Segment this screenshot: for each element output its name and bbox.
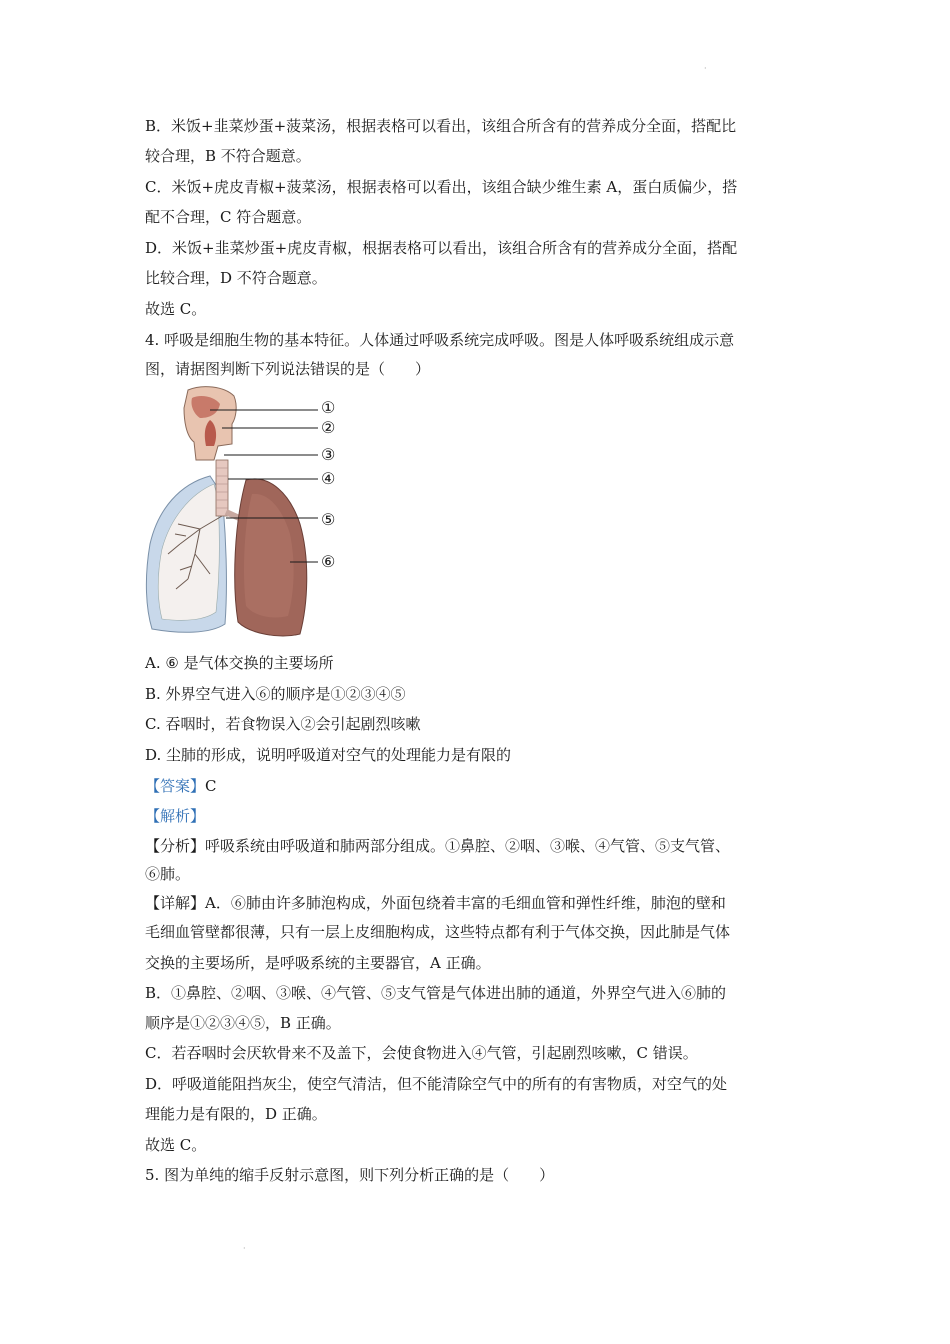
text-line: 比较合理，D 不符合题意。 [145, 269, 327, 287]
answer-value: C [205, 777, 217, 795]
text-line: 毛细血管壁都很薄，只有一层上皮细胞构成，这些特点都有利于气体交换，因此肺是气体 [145, 923, 731, 941]
answer-tag: 【答案】 [145, 777, 206, 795]
figure-label-1: ① [321, 398, 336, 417]
figure-label-6: ⑥ [321, 552, 336, 571]
text-line: 理能力是有限的，D 正确。 [145, 1105, 327, 1123]
text-line: 较合理，B 不符合题意。 [145, 147, 311, 165]
question-5-stem: 5. 图为单纯的缩手反射示意图，则下列分析正确的是（ ） [145, 1166, 555, 1184]
option-d: D. 尘肺的形成，说明呼吸道对空气的处理能力是有限的 [145, 746, 512, 764]
corner-mark: · [704, 64, 707, 73]
text-line: 故选 C。 [145, 300, 207, 318]
corner-mark: · [243, 1244, 246, 1253]
question-4-stem: 4. 呼吸是细胞生物的基本特征。人体通过呼吸系统完成呼吸。图是人体呼吸系统组成示意 [145, 331, 735, 349]
text-line: 顺序是①②③④⑤，B 正确。 [145, 1014, 341, 1032]
text-line: 【详解】A．⑥肺由许多肺泡构成，外面包绕着丰富的毛细血管和弹性纤维，肺泡的壁和 [145, 894, 726, 912]
text-line: 【分析】呼吸系统由呼吸道和肺两部分组成。①鼻腔、②咽、③喉、④气管、⑤支气管、 [145, 837, 731, 855]
text-line: B．米饭+韭菜炒蛋+菠菜汤，根据表格可以看出，该组合所含有的营养成分全面，搭配比 [145, 117, 737, 135]
text-line: B．①鼻腔、②咽、③喉、④气管、⑤支气管是气体进出肺的通道，外界空气进入⑥肺的 [145, 984, 727, 1002]
question-4-stem: 图，请据图判断下列说法错误的是（ ） [145, 360, 431, 378]
text-line: D．呼吸道能阻挡灰尘，使空气清洁，但不能清除空气中的所有的有害物质，对空气的处 [145, 1075, 728, 1093]
option-a: A. ⑥ 是气体交换的主要场所 [145, 654, 334, 672]
text-line: ⑥肺。 [145, 865, 191, 883]
figure-label-4: ④ [321, 469, 336, 488]
text-line: 交换的主要场所，是呼吸系统的主要器官，A 正确。 [145, 954, 491, 972]
text-line: C．米饭+虎皮青椒+菠菜汤，根据表格可以看出，该组合缺少维生素 A，蛋白质偏少，搭 [145, 178, 738, 196]
text-line: C．若吞咽时会厌软骨来不及盖下，会使食物进入④气管，引起剧烈咳嗽，C 错误。 [145, 1044, 698, 1062]
figure-label-3: ③ [321, 445, 336, 464]
option-c: C. 吞咽时，若食物误入②会引起剧烈咳嗽 [145, 715, 421, 733]
text-line: 配不合理，C 符合题意。 [145, 208, 312, 226]
figure-label-2: ② [321, 418, 336, 437]
text-line: 故选 C。 [145, 1136, 207, 1154]
respiratory-system-figure [140, 384, 360, 642]
option-b: B. 外界空气进入⑥的顺序是①②③④⑤ [145, 685, 406, 703]
text-line: D．米饭+韭菜炒蛋+虎皮青椒，根据表格可以看出，该组合所含有的营养成分全面，搭配 [145, 239, 738, 257]
analysis-tag: 【解析】 [145, 807, 206, 825]
figure-label-5: ⑤ [321, 510, 336, 529]
answer-line [145, 776, 217, 796]
